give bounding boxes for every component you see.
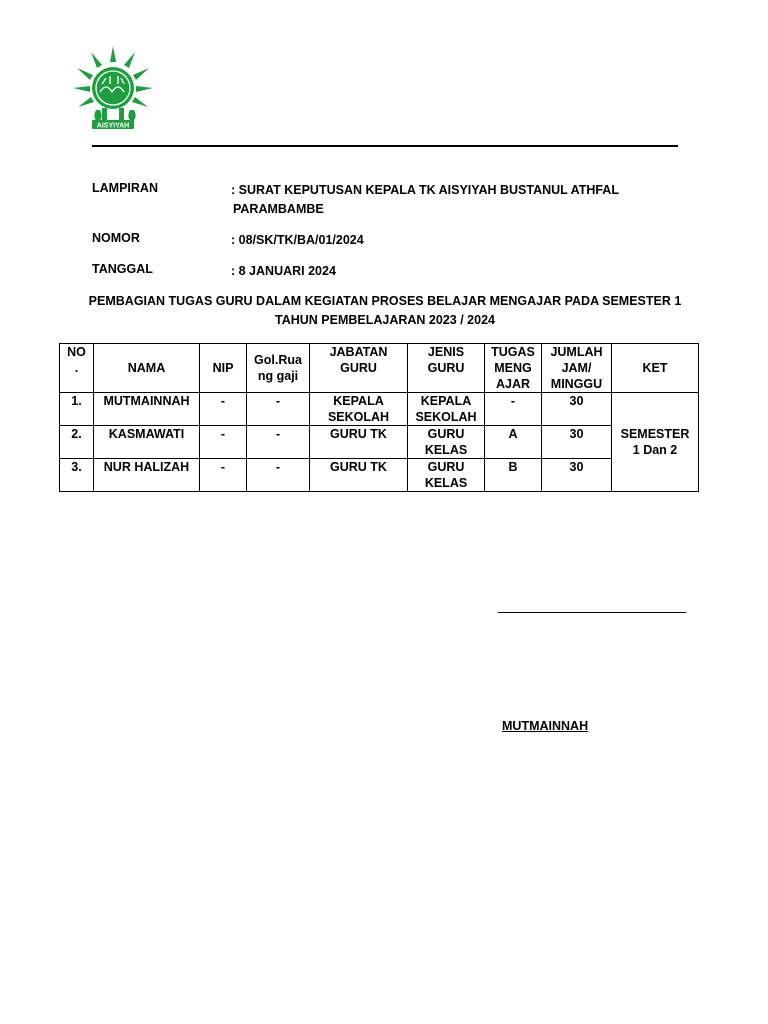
cell-ket: SEMESTER 1 Dan 2 — [612, 393, 699, 492]
header-tugas: TUGAS MENG AJAR — [485, 344, 542, 393]
cell-nama: MUTMAINNAH — [94, 393, 200, 426]
logo-text: AISYIYAH — [96, 122, 130, 130]
cell-no: 1. — [60, 393, 94, 426]
cell-nama: NUR HALIZAH — [94, 459, 200, 492]
cell-no: 2. — [60, 426, 94, 459]
header-no: NO . — [60, 344, 94, 393]
header-gol: Gol.Rua ng gaji — [247, 344, 310, 393]
cell-jenis: GURU KELAS — [408, 459, 485, 492]
cell-jabatan: KEPALA SEKOLAH — [310, 393, 408, 426]
lampiran-label: LAMPIRAN — [92, 181, 158, 195]
cell-tugas: - — [485, 393, 542, 426]
cell-jumlah: 30 — [542, 426, 612, 459]
header-jumlah: JUMLAH JAM/ MINGGU — [542, 344, 612, 393]
cell-tugas: B — [485, 459, 542, 492]
table-header-row — [60, 344, 699, 393]
signature-line — [498, 612, 686, 613]
cell-jabatan: GURU TK — [310, 459, 408, 492]
header-jenis: JENIS GURU — [408, 344, 485, 393]
table-row — [60, 393, 699, 426]
nomor-value: : 08/SK/TK/BA/01/2024 — [231, 233, 364, 247]
cell-jenis: GURU KELAS — [408, 426, 485, 459]
cell-jumlah: 30 — [542, 393, 612, 426]
title-line1: PEMBAGIAN TUGAS GURU DALAM KEGIATAN PROSES BELAJAR MENGAJAR PADA SEMESTER 1 — [88, 294, 682, 308]
cell-jumlah: 30 — [542, 459, 612, 492]
document-title — [60, 292, 710, 330]
header-jabatan: JABATAN GURU — [310, 344, 408, 393]
tanggal-label: TANGGAL — [92, 262, 153, 276]
cell-jenis: KEPALA SEKOLAH — [408, 393, 485, 426]
teacher-task-table — [59, 343, 699, 492]
cell-nip: - — [200, 459, 247, 492]
aisyiyah-logo — [72, 44, 154, 130]
cell-nip: - — [200, 393, 247, 426]
cell-nama: KASMAWATI — [94, 426, 200, 459]
header-nama: NAMA — [94, 344, 200, 393]
cell-gol: - — [247, 459, 310, 492]
cell-tugas: A — [485, 426, 542, 459]
lampiran-value-line2: PARAMBAMBE — [233, 202, 324, 216]
lampiran-value-line1: : SURAT KEPUTUSAN KEPALA TK AISYIYAH BUSTANUL ATHFAL — [231, 183, 619, 197]
header-nip: NIP — [200, 344, 247, 393]
table-row — [60, 426, 699, 459]
tanggal-value: : 8 JANUARI 2024 — [231, 264, 336, 278]
signatory-name: MUTMAINNAH — [502, 719, 589, 733]
cell-jabatan: GURU TK — [310, 426, 408, 459]
cell-gol: - — [247, 426, 310, 459]
cell-nip: - — [200, 426, 247, 459]
header-divider — [92, 145, 678, 147]
table-row — [60, 459, 699, 492]
cell-no: 3. — [60, 459, 94, 492]
lampiran-value — [231, 181, 651, 219]
title-line2: TAHUN PEMBELAJARAN 2023 / 2024 — [275, 313, 495, 327]
header-ket: KET — [612, 344, 699, 393]
cell-gol: - — [247, 393, 310, 426]
nomor-label: NOMOR — [92, 231, 140, 245]
